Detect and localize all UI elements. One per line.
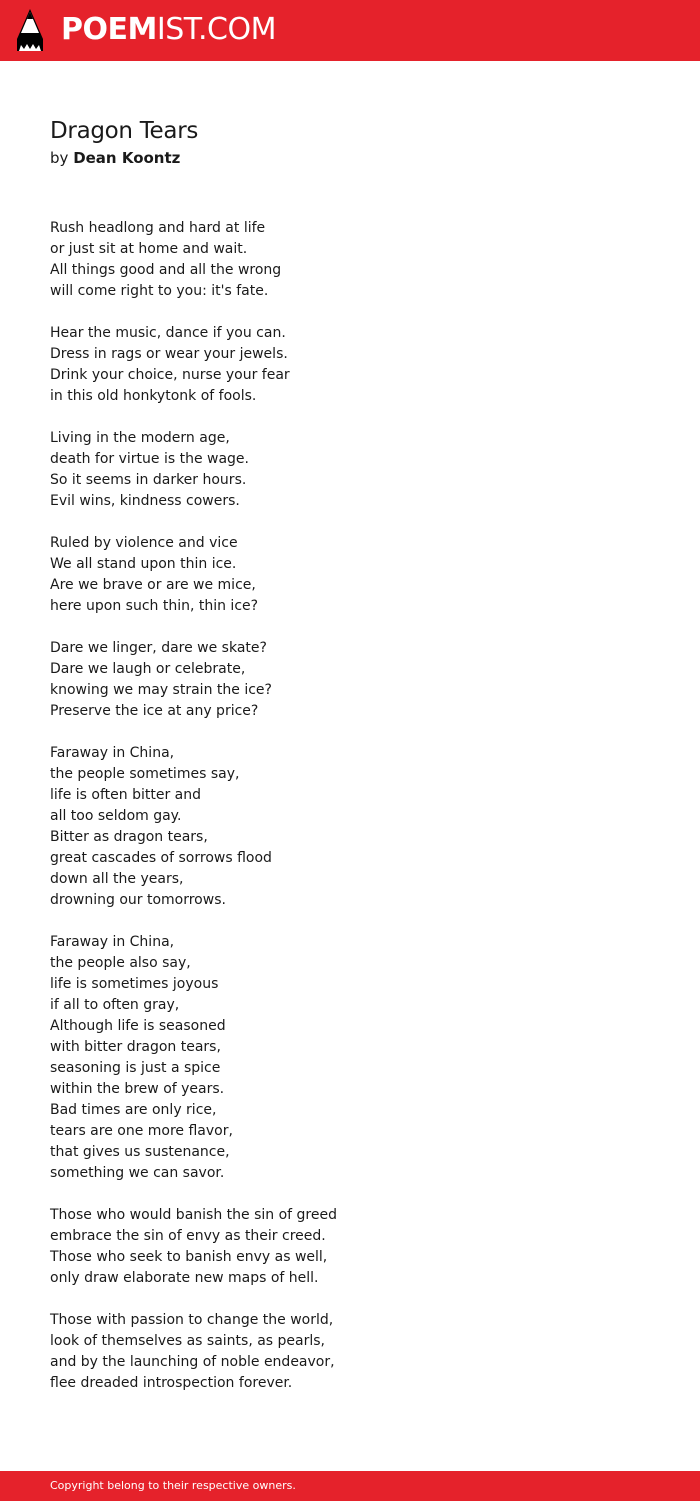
poem-line: Those who seek to banish envy as well,	[50, 1249, 328, 1265]
poem-line: in this old honkytonk of fools.	[50, 388, 257, 404]
poem-line: embrace the sin of envy as their creed.	[50, 1228, 326, 1244]
poem-line: life is sometimes joyous	[50, 976, 219, 992]
byline-prefix: by	[50, 149, 69, 167]
poem-header	[50, 115, 650, 169]
poem-stanza	[50, 638, 650, 722]
poem-line: the people sometimes say,	[50, 766, 240, 782]
poem-line: Hear the music, dance if you can.	[50, 325, 286, 341]
poem-line: Drink your choice, nurse your fear	[50, 367, 290, 383]
poem-line: here upon such thin, thin ice?	[50, 598, 259, 614]
poem-line: drowning our tomorrows.	[50, 892, 226, 908]
poem-stanza	[50, 1310, 650, 1394]
poem-stanza	[50, 1205, 650, 1289]
poem-line: Rush headlong and hard at life	[50, 220, 266, 236]
poem-line: flee dreaded introspection forever.	[50, 1375, 293, 1391]
poem-line: death for virtue is the wage.	[50, 451, 249, 467]
poem-line: seasoning is just a spice	[50, 1060, 221, 1076]
poem-line: if all to often gray,	[50, 997, 180, 1013]
poem-line: will come right to you: it's fate.	[50, 283, 269, 299]
poem-line: life is often bitter and	[50, 787, 201, 803]
poem-stanza	[50, 533, 650, 617]
poem-line: Dare we linger, dare we skate?	[50, 640, 267, 656]
poem-line: Preserve the ice at any price?	[50, 703, 259, 719]
site-logo[interactable]	[17, 9, 276, 51]
poem-line: Are we brave or are we mice,	[50, 577, 256, 593]
poem-line: Faraway in China,	[50, 745, 175, 761]
poem-stanza	[50, 743, 650, 911]
poem-line: Bitter as dragon tears,	[50, 829, 208, 845]
poem-stanza	[50, 932, 650, 1184]
site-footer	[0, 1471, 700, 1501]
poem-line: Dare we laugh or celebrate,	[50, 661, 246, 677]
poem-author: Dean Koontz	[73, 149, 181, 167]
poem-line: that gives us sustenance,	[50, 1144, 230, 1160]
poem-body	[50, 218, 650, 1415]
poem-stanza	[50, 428, 650, 512]
copyright-notice: Copyright belong to their respective owners.	[50, 1479, 296, 1492]
poem-line: all too seldom gay.	[50, 808, 182, 824]
poem-stanza	[50, 323, 650, 407]
poem-line: look of themselves as saints, as pearls,	[50, 1333, 326, 1349]
poem-line: Dress in rags or wear your jewels.	[50, 346, 288, 362]
poem-line: Although life is seasoned	[50, 1018, 226, 1034]
poem-title: Dragon Tears	[50, 118, 199, 144]
poem-line: and by the launching of noble endeavor,	[50, 1354, 335, 1370]
site-header	[0, 0, 700, 61]
poem-line: down all the years,	[50, 871, 184, 887]
poem-line: All things good and all the wrong	[50, 262, 282, 278]
poem-line: Bad times are only rice,	[50, 1102, 217, 1118]
poem-line: Living in the modern age,	[50, 430, 230, 446]
poem-line: knowing we may strain the ice?	[50, 682, 272, 698]
poem-line: We all stand upon thin ice.	[50, 556, 237, 572]
poem-byline	[50, 147, 650, 169]
poem-line: tears are one more flavor,	[50, 1123, 233, 1139]
poem-line: only draw elaborate new maps of hell.	[50, 1270, 319, 1286]
poem-line: the people also say,	[50, 955, 191, 971]
poem-line: great cascades of sorrows flood	[50, 850, 272, 866]
logo-wordmark-bold: POEM	[61, 12, 157, 47]
poem-line: Those with passion to change the world,	[50, 1312, 334, 1328]
logo-wordmark-light: IST.COM	[156, 12, 276, 47]
poem-stanza	[50, 218, 650, 302]
logo-wordmark	[61, 9, 276, 51]
poem-line: So it seems in darker hours.	[50, 472, 247, 488]
poem-line: Evil wins, kindness cowers.	[50, 493, 240, 509]
poem-line: within the brew of years.	[50, 1081, 225, 1097]
poem-line: with bitter dragon tears,	[50, 1039, 221, 1055]
poem-line: Ruled by violence and vice	[50, 535, 238, 551]
poem-line: something we can savor.	[50, 1165, 225, 1181]
pencil-icon	[17, 9, 43, 51]
poem-line: or just sit at home and wait.	[50, 241, 248, 257]
poem-line: Faraway in China,	[50, 934, 175, 950]
poem-line: Those who would banish the sin of greed	[50, 1207, 337, 1223]
